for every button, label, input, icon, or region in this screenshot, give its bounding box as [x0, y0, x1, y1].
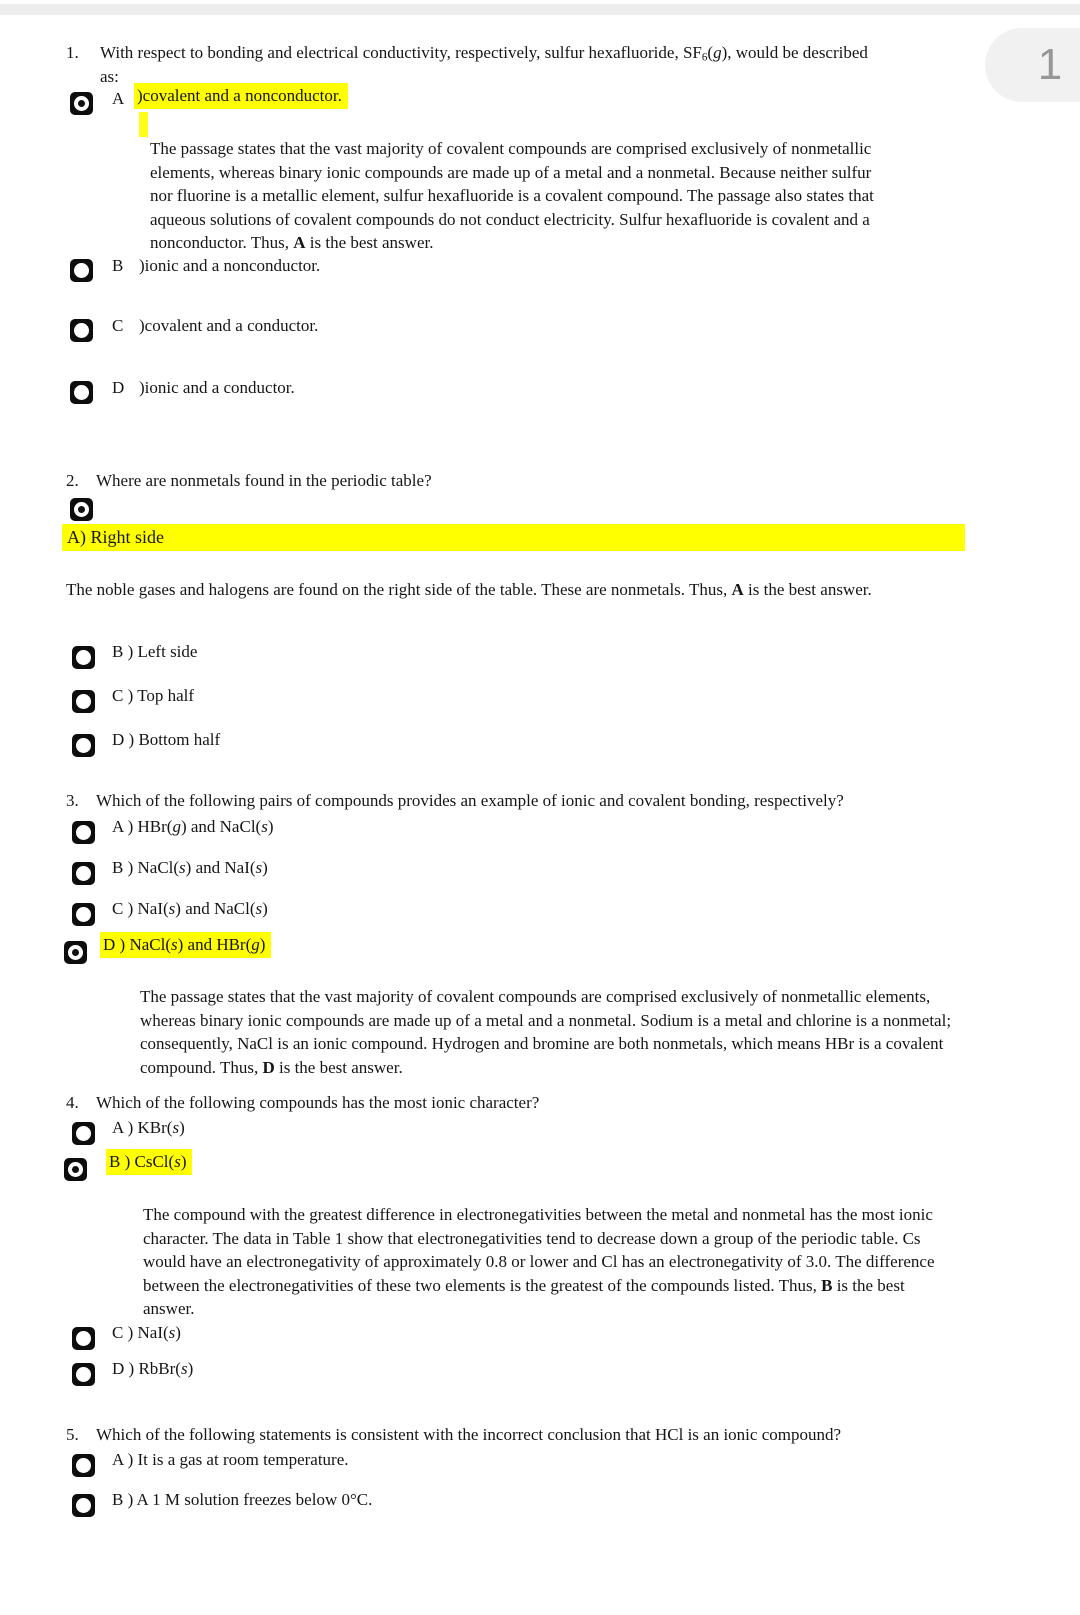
q4-stem: Which of the following compounds has the most ionic character? [96, 1093, 540, 1112]
explanation-line: whereas binary ionic compounds are made up of a metal and a nonmetal. Sodium is a metal and chlorine is a nonmetal; [140, 1010, 952, 1030]
q3-option-c-label: C ) NaI(s) and NaCl(s) [112, 899, 268, 918]
q1-option-c-letter: C [112, 316, 124, 335]
q1-number: 1. [66, 43, 79, 62]
q5-stem: Which of the following statements is consistent with the incorrect conclusion that HCl is an ionic compound? [96, 1425, 842, 1444]
q2-option-c-radio-icon[interactable] [72, 690, 95, 713]
q2-stem: Where are nonmetals found in the periodic table? [96, 471, 432, 490]
q1-option-a-radio-icon[interactable] [70, 92, 93, 115]
explanation-line: answer. [143, 1299, 195, 1318]
page-number-badge [985, 28, 1080, 102]
q2-option-c-label: C ) Top half [112, 686, 195, 705]
q3-option-a-label: A ) HBr(g) and NaCl(s) [112, 817, 274, 836]
q1-explanation [150, 137, 874, 255]
q5-number: 5. [66, 1425, 79, 1444]
q1-option-b-radio-icon[interactable] [70, 259, 93, 282]
q4-option-d-label: D ) RbBr(s) [112, 1359, 194, 1378]
explanation-line: The noble gases and halogens are found on the right side of the table. These are nonmetals. Thus, A is the best answer. [66, 580, 872, 599]
q1-option-a-label: )covalent and a nonconductor. [134, 85, 348, 107]
explanation-line: nor fluorine is a metallic element, sulfur hexafluoride is a covalent compound. The passage also states that [150, 186, 874, 205]
q4-option-d-radio-icon[interactable] [72, 1363, 95, 1386]
page-top-border [0, 4, 1080, 15]
q4-option-a-radio-icon[interactable] [72, 1122, 95, 1145]
q1-option-c-radio-icon[interactable] [70, 319, 93, 342]
q2-option-a-radio-icon[interactable] [70, 498, 93, 521]
q1-highlight-artifact [139, 112, 148, 137]
q1-stem-line1: With respect to bonding and electrical conductivity, respectively, sulfur hexafluoride, $SF_6(g)$, would be described [100, 43, 868, 64]
q3-option-d-radio-icon[interactable] [64, 941, 87, 964]
explanation-line: would have an electronegativity of approximately 0.8 or lower and Cl has an electronegativity of 3.0. The difference [143, 1252, 935, 1271]
q2-explanation [66, 578, 872, 602]
q3-stem: Which of the following pairs of compounds provides an example of ionic and covalent bonding, respectively? [96, 791, 844, 810]
q3-option-c-radio-icon[interactable] [72, 903, 95, 926]
q3-number: 3. [66, 791, 79, 810]
explanation-line: The passage states that the vast majority of covalent compounds are comprised exclusively of nonmetallic [150, 139, 872, 158]
q5-option-a-radio-icon[interactable] [72, 1454, 95, 1477]
q1-option-c-label: )covalent and a conductor. [139, 316, 319, 335]
q1-option-b-label: )ionic and a nonconductor. [139, 256, 321, 275]
q1-option-d-letter: D [112, 378, 125, 397]
explanation-line: elements, whereas binary ionic compounds are made up of a metal and a nonmetal. Because neither sulfur [150, 162, 872, 182]
q4-option-b-label: B ) CsCl(s) [106, 1151, 192, 1173]
q3-explanation [140, 985, 951, 1079]
q2-answer-highlight-bar [62, 524, 965, 551]
q5-option-b-label: B ) A 1 M solution freezes below 0°C. [112, 1490, 373, 1509]
q3-option-a-radio-icon[interactable] [72, 821, 95, 844]
q3-option-d-label: D ) NaCl(s) and HBr(g) [100, 934, 271, 956]
q4-explanation [143, 1203, 935, 1321]
q3-option-b-radio-icon[interactable] [72, 862, 95, 885]
q2-option-d-radio-icon[interactable] [72, 734, 95, 757]
q1-option-d-radio-icon[interactable] [70, 381, 93, 404]
q3-option-b-label: B ) NaCl(s) and NaI(s) [112, 858, 268, 877]
q4-option-c-radio-icon[interactable] [72, 1327, 95, 1350]
explanation-line: between the electronegativities of these two elements is the greatest of the compounds listed. Thus, B is the best [143, 1275, 905, 1295]
q4-option-c-label: C ) NaI(s) [112, 1323, 181, 1342]
q4-number: 4. [66, 1093, 79, 1112]
q5-option-b-radio-icon[interactable] [72, 1494, 95, 1517]
q1-option-d-label: )ionic and a conductor. [139, 378, 295, 397]
q4-option-a-label: A ) KBr(s) [112, 1118, 185, 1137]
q1-option-a-letter: A [112, 89, 125, 108]
q1-option-b-letter: B [112, 256, 124, 275]
explanation-line: consequently, NaCl is an ionic compound. Hydrogen and bromine are both nonmetals, which means HBr is a covalent [140, 1034, 944, 1053]
explanation-line: character. The data in Table 1 show that electronegativities tend to decrease down a group of the periodic table. Cs [143, 1228, 921, 1248]
q4-option-b-radio-icon[interactable] [64, 1158, 87, 1181]
explanation-line: The compound with the greatest difference in electronegativities between the metal and nonmetal has the most ionic [143, 1205, 933, 1224]
q1-stem-line2: as: [100, 67, 119, 86]
q2-number: 2. [66, 471, 79, 490]
q2-option-b-radio-icon[interactable] [72, 646, 95, 669]
q2-option-a-label: A) Right side [67, 527, 164, 547]
page-number: 1 [1037, 40, 1063, 89]
explanation-line: nonconductor. Thus, A is the best answer. [150, 233, 434, 252]
q2-option-d-label: D ) Bottom half [112, 730, 221, 749]
explanation-line: compound. Thus, D is the best answer. [140, 1057, 403, 1077]
q5-option-a-label: A ) It is a gas at room temperature. [112, 1450, 349, 1469]
explanation-line: aqueous solutions of covalent compounds do not conduct electricity. Sulfur hexafluoride is covalent and a [150, 209, 870, 229]
q2-option-b-label: B ) Left side [112, 642, 198, 661]
explanation-line: The passage states that the vast majority of covalent compounds are comprised exclusively of nonmetallic elements, [140, 987, 931, 1006]
